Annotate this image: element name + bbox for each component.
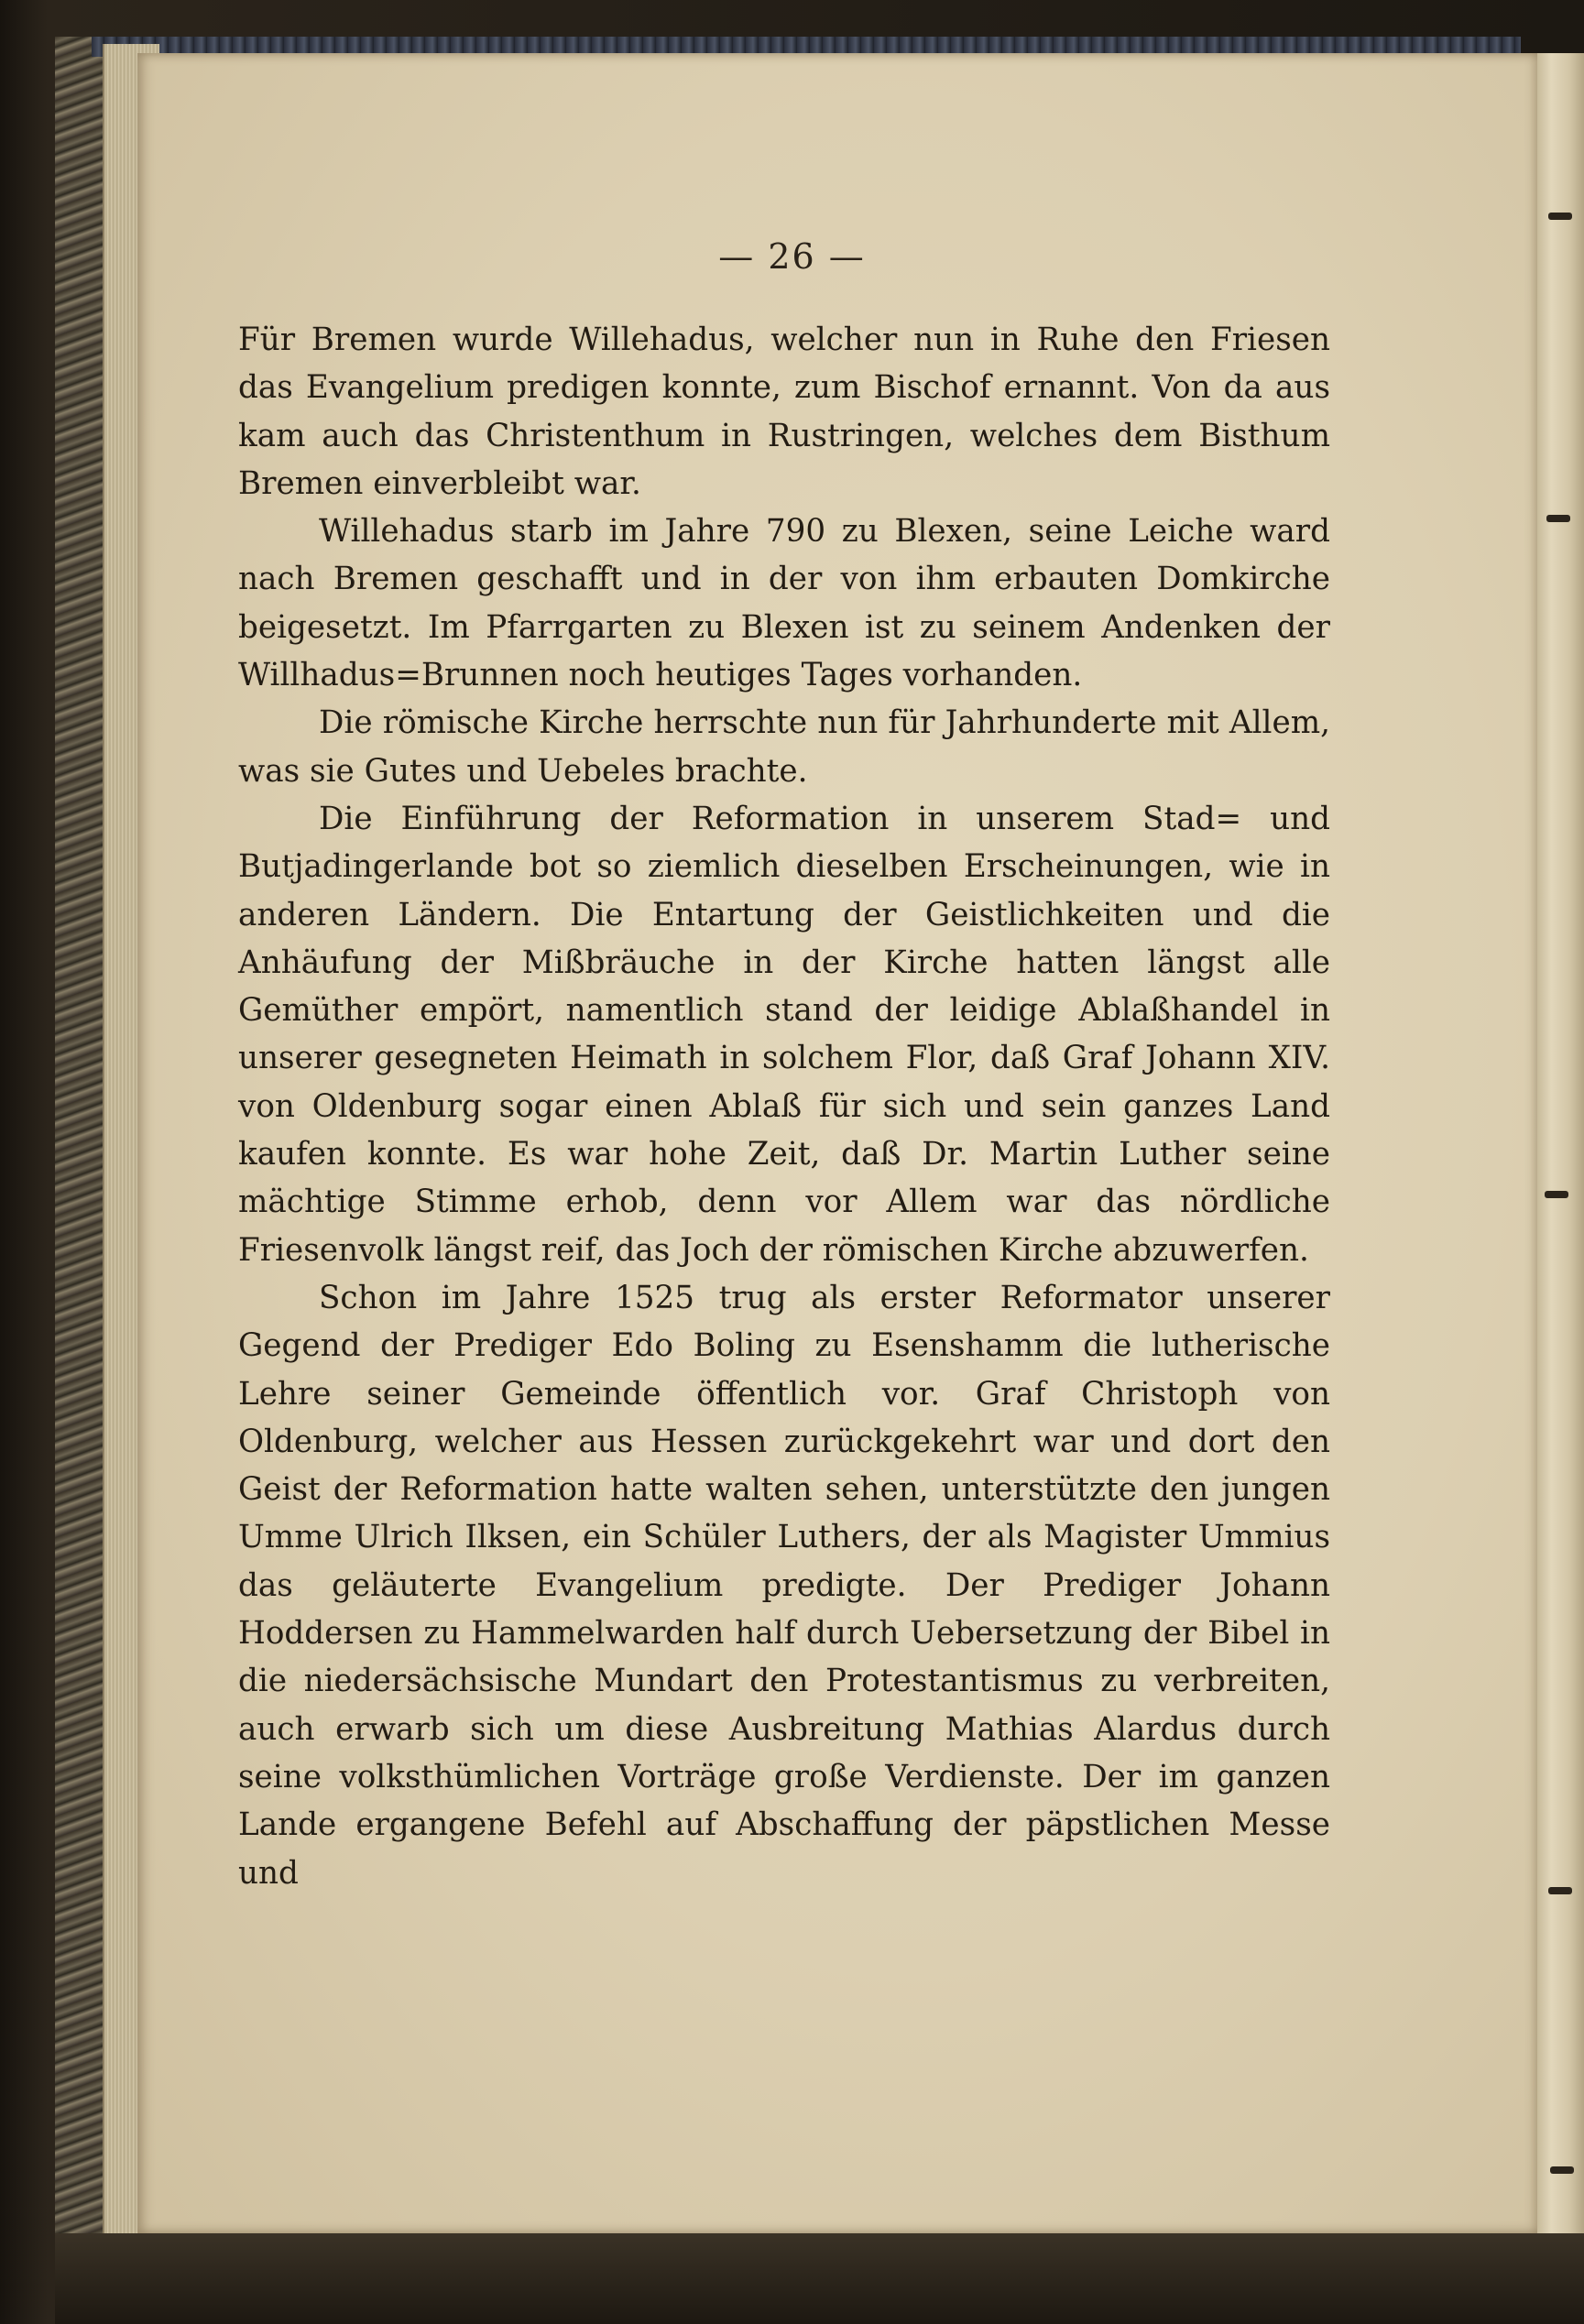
paragraph: Willehadus starb im Jahre 790 zu Blexen, seine Leiche ward nach Bremen geschafft und in der von ihm erbauten Domkirche beigesetzt. Im Pfarrgarten zu Blexen ist zu seinem Andenken der Willhadus=Brunnen noch heutiges Tages vorhanden.: [238, 513, 1330, 694]
paragraph: Für Bremen wurde Willehadus, welcher nun in Ruhe den Friesen das Evangelium predigen konnte, zum Bischof ernannt. Von da aus kam auch das Christenthum in Rustringen, welches dem Bisthum Bremen einverbleibt war.: [238, 322, 1330, 502]
page-number: — 26 —: [718, 236, 866, 277]
paragraph: Die Einführung der Reformation in unserem Stad= und Butjadingerlande bot so ziemlich dieselben Erscheinungen, wie in anderen Ländern. Die Entartung der Geistlichkeiten und die Anhäufung der Mißbräuche in der Kirche hatten längst alle Gemüther empört, namentlich stand der leidige Ablaßhandel in unserer gesegneten Heimath in solchem Flor, daß Graf Johann XIV. von Oldenburg sogar einen Ablaß für sich und sein ganzes Land kaufen konnte. Es war hohe Zeit, daß Dr. Martin Luther seine mächtige Stimme erhob, denn vor Allem war das nördliche Friesenvolk längst reif, das Joch der römischen Kirche abzuwerfen.: [238, 800, 1330, 1269]
binding-clip-mark: [1545, 1191, 1568, 1198]
marbled-cover-edge: [55, 37, 110, 2272]
next-page-edge: [1537, 53, 1584, 2233]
paragraph: Schon im Jahre 1525 trug als erster Reformator unserer Gegend der Prediger Edo Boling zu Esenshamm die lutherische Lehre seiner Gemeinde öffentlich vor. Graf Christoph von Oldenburg, welcher aus Hessen zurückgekehrt war und dort den Geist der Reformation hatte walten sehen, unterstützte den jungen Umme Ulrich Ilksen, ein Schüler Luthers, der als Magister Ummius das geläuterte Evangelium predigte. Der Prediger Johann Hoddersen zu Hammelwarden half durch Uebersetzung der Bibel in die niedersächsische Mundart den Protestantismus zu verbreiten, auch erwarb sich um diese Ausbreitung Mathias Alardus durch seine volksthümlichen Vorträge große Verdienste. Der im ganzen Lande ergangene Befehl auf Abschaffung der päpstlichen Messe und: [238, 1279, 1330, 1892]
paragraph: Die römische Kirche herrschte nun für Jahrhunderte mit Allem, was sie Gutes und Uebeles brachte.: [238, 704, 1330, 790]
binding-clip-mark: [1548, 213, 1572, 220]
binding-clip-mark: [1550, 2166, 1574, 2174]
bottom-cover-edge: [55, 2233, 1584, 2324]
binding-clip-mark: [1546, 515, 1570, 522]
body-text: [238, 316, 1330, 1897]
binding-clip-mark: [1548, 1887, 1572, 1894]
